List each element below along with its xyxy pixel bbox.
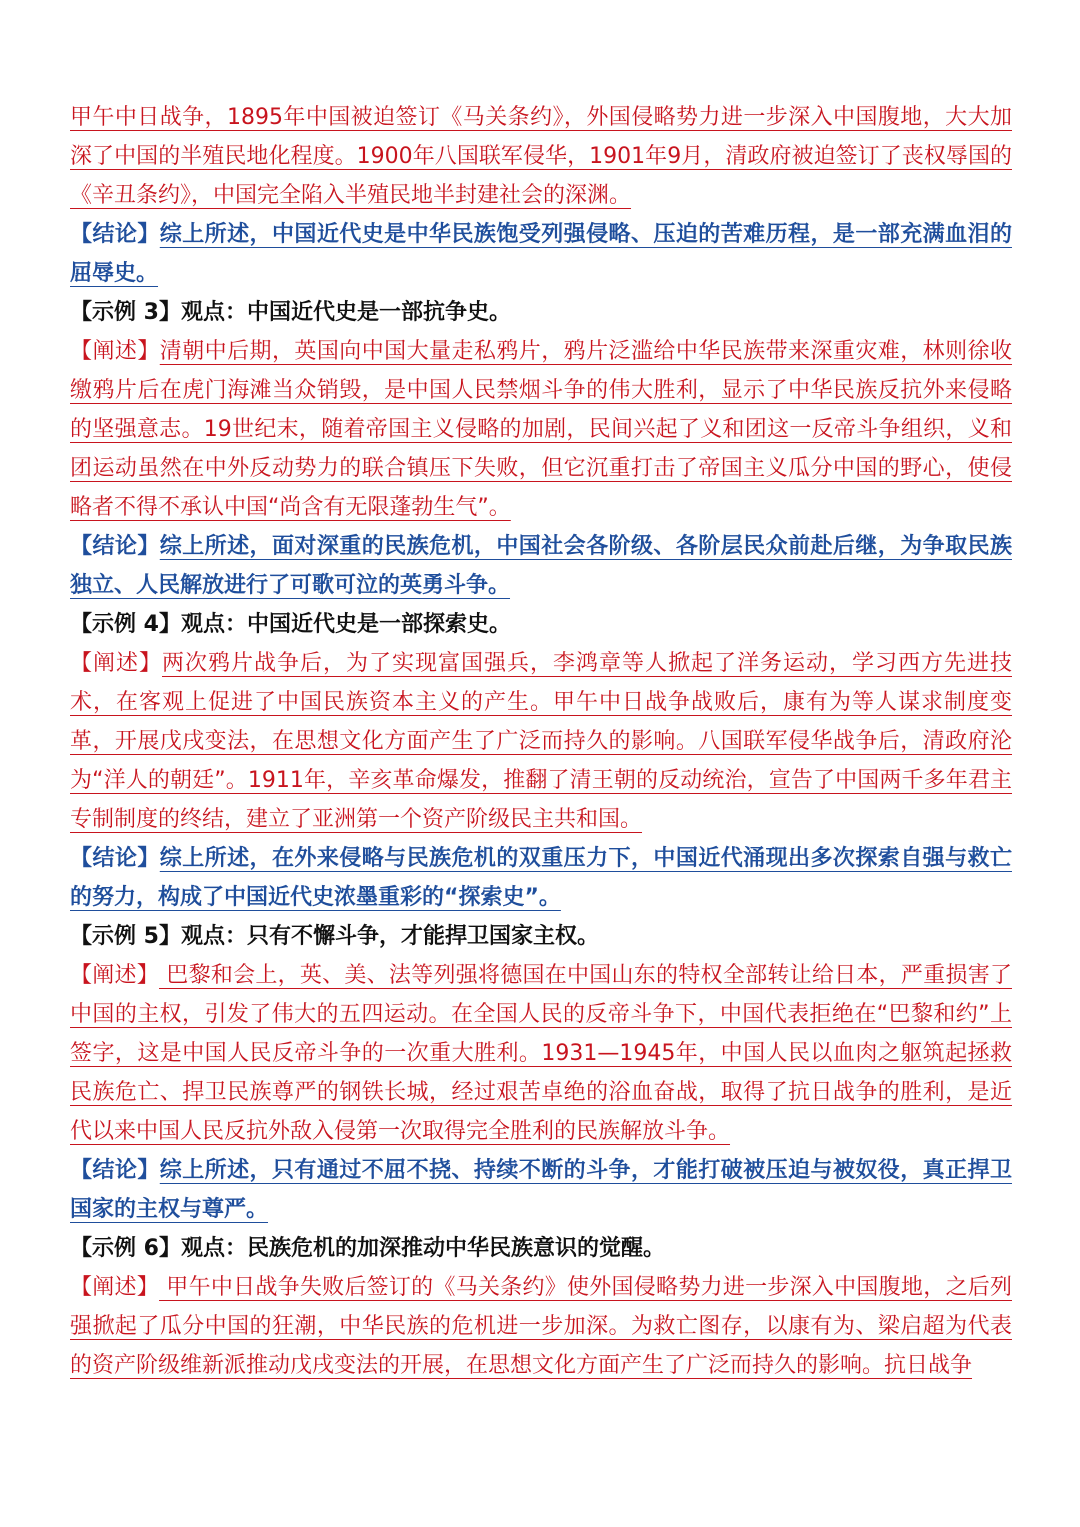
elaboration-6 (70, 1268, 1012, 1385)
conclusion-tag: 【结论】 (70, 222, 160, 247)
paragraph-1 (70, 98, 1012, 215)
example-tag: 【示例 3】 (70, 300, 181, 325)
conclusion-tag: 【结论】 (70, 846, 160, 871)
elaboration-text: 甲午中日战争失败后签订的《马关条约》使外国侵略势力进一步深入中国腹地，之后列强掀起了瓜分中国的狂潮，中华民族的危机进一步加深。为救亡图存，以康有为、梁启超为代表的资产阶级维新派推动戊戌变法的开展，在思想文化方面产生了广泛而持久的影响。抗日战争 (70, 1275, 1012, 1378)
conclusion-3 (70, 527, 1012, 605)
conclusion-text: 综上所述，在外来侵略与民族危机的双重压力下，中国近代涌现出多次探索自强与救亡的努力，构成了中国近代史浓墨重彩的“探索史”。 (70, 846, 1012, 910)
conclusion-4 (70, 839, 1012, 917)
conclusion-text: 综上所述，中国近代史是中华民族饱受列强侵略、压迫的苦难历程，是一部充满血泪的屈辱史。 (70, 222, 1012, 286)
elaboration-tag: 【阐述】 (70, 963, 160, 988)
elaboration-text: 两次鸦片战争后，为了实现富国强兵，李鸿章等人掀起了洋务运动，学习西方先进技术，在客观上促进了中国民族资本主义的产生。甲午中日战争战败后，康有为等人谋求制度变革，开展戊戌变法，在思想文化方面产生了广泛而持久的影响。八国联军侵华战争后，清政府沦为“洋人的朝廷”。1911年，辛亥革命爆发，推翻了清王朝的反动统治，宣告了中国两千多年君主专制制度的终结，建立了亚洲第一个资产阶级民主共和国。 (70, 651, 1012, 832)
example-heading-6 (70, 1229, 1012, 1268)
example-tag: 【示例 4】 (70, 612, 181, 637)
elaboration-4 (70, 644, 1012, 839)
elaboration-tag: 【阐述】 (70, 339, 160, 364)
paragraph-text: 甲午中日战争，1895年中国被迫签订《马关条约》，外国侵略势力进一步深入中国腹地，大大加深了中国的半殖民地化程度。1900年八国联军侵华，1901年9月，清政府被迫签订了丧权辱国的《辛丑条约》，中国完全陷入半殖民地半封建社会的深渊。 (70, 105, 1012, 208)
elaboration-text: 清朝中后期，英国向中国大量走私鸦片，鸦片泛滥给中华民族带来深重灾难，林则徐收缴鸦片后在虎门海滩当众销毁，是中国人民禁烟斗争的伟大胜利，显示了中华民族反抗外来侵略的坚强意志。19世纪末，随着帝国主义侵略的加剧，民间兴起了义和团这一反帝斗争组织，义和团运动虽然在中外反动势力的联合镇压下失败，但它沉重打击了帝国主义瓜分中国的野心，使侵略者不得不承认中国“尚含有无限蓬勃生气”。 (70, 339, 1012, 520)
example-viewpoint: 观点：民族危机的加深推动中华民族意识的觉醒。 (180, 1236, 665, 1261)
example-viewpoint: 观点：中国近代史是一部探索史。 (180, 612, 511, 637)
conclusion-1 (70, 215, 1012, 293)
elaboration-tag: 【阐述】 (70, 651, 162, 676)
example-viewpoint: 观点：只有不懈斗争，才能捍卫国家主权。 (180, 924, 599, 949)
example-heading-3 (70, 293, 1012, 332)
example-tag: 【示例 6】 (70, 1236, 181, 1261)
document-page (70, 98, 1012, 1385)
example-tag: 【示例 5】 (70, 924, 181, 949)
conclusion-tag: 【结论】 (70, 1158, 160, 1183)
elaboration-5 (70, 956, 1012, 1151)
conclusion-5 (70, 1151, 1012, 1229)
conclusion-text: 综上所述，面对深重的民族危机，中国社会各阶级、各阶层民众前赴后继，为争取民族独立、人民解放进行了可歌可泣的英勇斗争。 (70, 534, 1012, 598)
elaboration-tag: 【阐述】 (70, 1275, 160, 1300)
conclusion-text: 综上所述，只有通过不屈不挠、持续不断的斗争，才能打破被压迫与被奴役，真正捍卫国家的主权与尊严。 (70, 1158, 1012, 1222)
example-heading-4 (70, 605, 1012, 644)
elaboration-3 (70, 332, 1012, 527)
example-heading-5 (70, 917, 1012, 956)
conclusion-tag: 【结论】 (70, 534, 160, 559)
example-viewpoint: 观点：中国近代史是一部抗争史。 (180, 300, 511, 325)
elaboration-text: 巴黎和会上，英、美、法等列强将德国在中国山东的特权全部转让给日本，严重损害了中国的主权，引发了伟大的五四运动。在全国人民的反帝斗争下，中国代表拒绝在“巴黎和约”上签字，这是中国人民反帝斗争的一次重大胜利。1931—1945年，中国人民以血肉之躯筑起拯救民族危亡、捍卫民族尊严的钢铁长城，经过艰苦卓绝的浴血奋战，取得了抗日战争的胜利，是近代以来中国人民反抗外敌入侵第一次取得完全胜利的民族解放斗争。 (70, 963, 1012, 1144)
